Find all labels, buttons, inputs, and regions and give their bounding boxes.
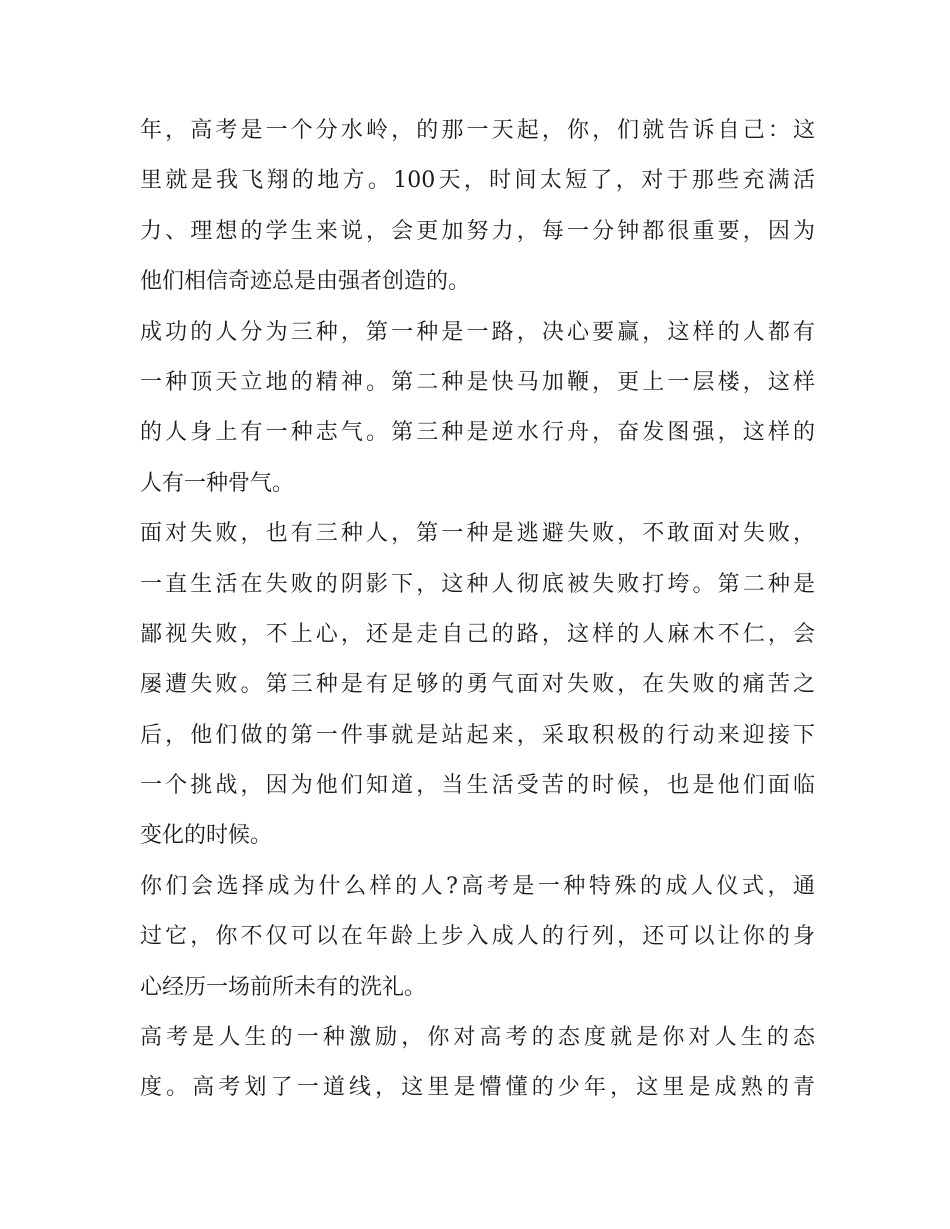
document-body bbox=[140, 111, 815, 1119]
paragraph-1 bbox=[140, 111, 815, 313]
text-line: 心经历一场前所未有的洗礼。 bbox=[140, 974, 427, 1000]
text-line: 他们相信奇迹总是由强者创造的。 bbox=[140, 269, 471, 295]
text-line: 屡遭失败。第三种是有足够的勇气面对失败，在失败的痛苦之 bbox=[140, 672, 815, 698]
text-line: 人有一种骨气。 bbox=[140, 470, 295, 496]
text-line: 鄙视失败，不上心，还是走自己的路，这样的人麻木不仁，会 bbox=[140, 621, 815, 647]
text-line: 后，他们做的第一件事就是站起来，采取积极的行动来迎接下 bbox=[140, 722, 815, 748]
text-line: 过它，你不仅可以在年龄上步入成人的行列，还可以让你的身 bbox=[140, 924, 815, 950]
text-line: 一种顶天立地的精神。第二种是快马加鞭，更上一层楼，这样 bbox=[140, 369, 815, 395]
text-line: 一个挑战，因为他们知道，当生活受苦的时候，也是他们面临 bbox=[140, 773, 815, 799]
text-line: 的人身上有一种志气。第三种是逆水行舟，奋发图强，这样的 bbox=[140, 420, 815, 446]
text-line: 一直生活在失败的阴影下，这种人彻底被失败打垮。第二种是 bbox=[140, 571, 815, 597]
text-line: 高考是人生的一种激励，你对高考的态度就是你对人生的态 bbox=[140, 1025, 815, 1051]
paragraph-4 bbox=[140, 867, 815, 1018]
paragraph-2 bbox=[140, 313, 815, 515]
text-line: 度。高考划了一道线，这里是懵懂的少年，这里是成熟的青 bbox=[140, 1075, 815, 1101]
text-line: 你们会选择成为什么样的人?高考是一种特殊的成人仪式，通 bbox=[140, 873, 815, 899]
text-line: 面对失败，也有三种人，第一种是逃避失败，不敢面对失败， bbox=[140, 521, 815, 547]
text-line: 变化的时候。 bbox=[140, 823, 273, 849]
text-line: 力、理想的学生来说，会更加努力，每一分钟都很重要，因为 bbox=[140, 218, 815, 244]
text-line: 成功的人分为三种，第一种是一路，决心要赢，这样的人都有 bbox=[140, 319, 815, 345]
paragraph-5 bbox=[140, 1018, 815, 1119]
text-line: 里就是我飞翔的地方。100天，时间太短了，对于那些充满活 bbox=[140, 168, 815, 194]
paragraph-3 bbox=[140, 514, 815, 867]
text-line: 年，高考是一个分水岭，的那一天起，你，们就告诉自己：这 bbox=[140, 118, 815, 143]
